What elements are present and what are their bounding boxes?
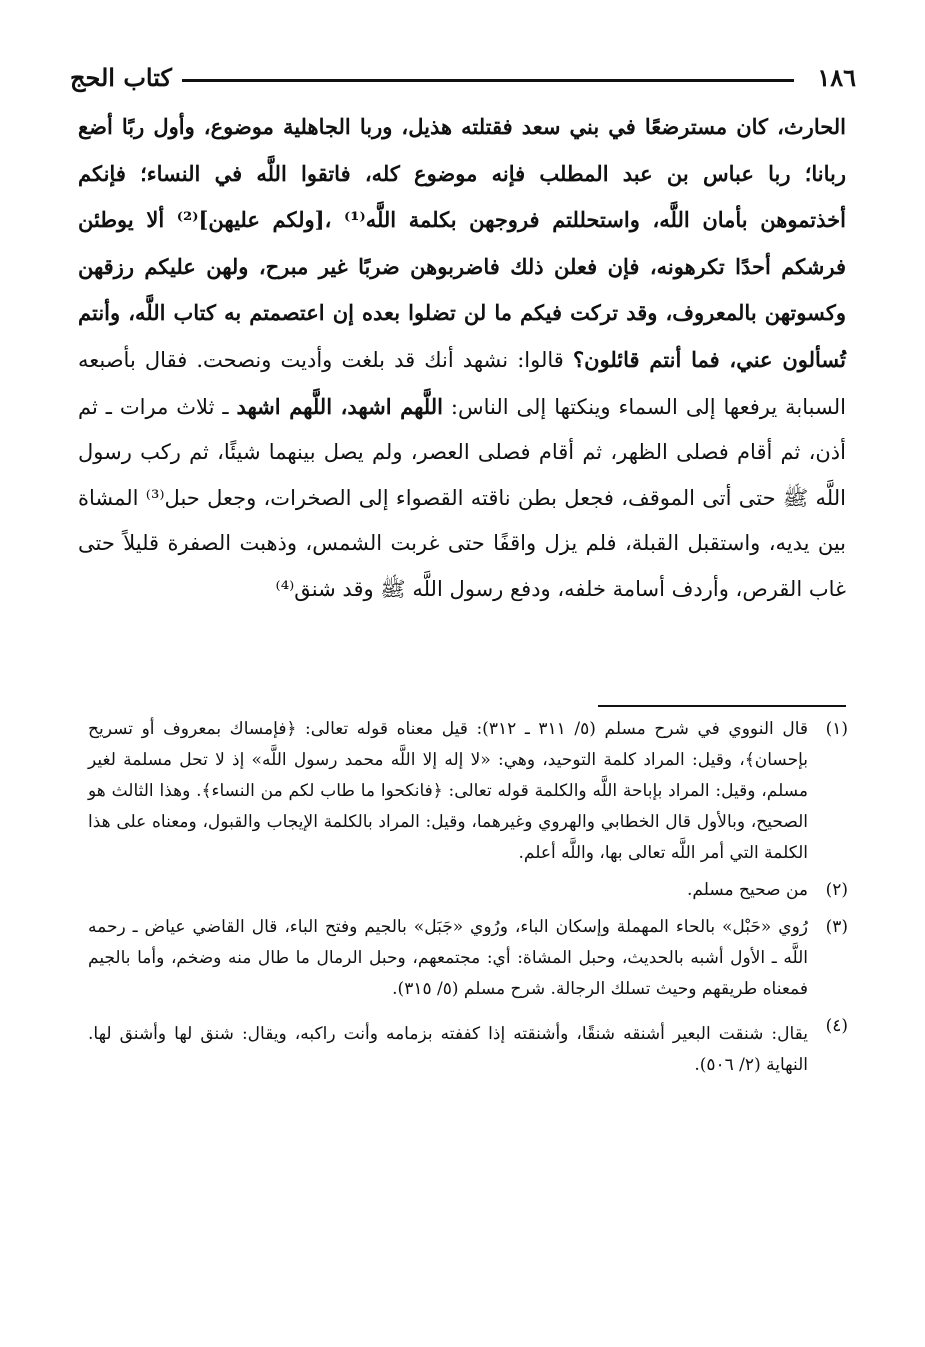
body-text: ـ ثلاث مرات ـ ثم أذن، ثم أقام فصلى الظهر، ثم أقام فصلى العصر، ولم يصل بينهما شيئًا، ثم ركب رسول اللَّه ﷺ حتى أتى الموقف، فجعل بطن ناقته القصواء إلى الصخرات، وجعل حبل⁽³⁾ المشاة بين يديه، واستقبل القبلة، فلم يزل واقفًا حتى غربت الشمس، وذهبت الصفرة قليلاً حتى غاب القرص، وأردف أسامة خلفه، ودفع رسول اللَّه ﷺ وقد شنق⁽⁴⁾ <box>78 394 846 601</box>
footnote <box>88 714 848 869</box>
page-header <box>70 64 856 100</box>
footnote-number: (١) <box>825 719 848 739</box>
footnote <box>88 875 848 906</box>
footnote-rule <box>598 705 846 707</box>
footnote <box>88 1011 848 1081</box>
footnotes <box>88 714 848 1087</box>
body-text-bold-quote: اللَّهم اشهد، اللَّهم اشهد <box>236 393 443 419</box>
body-text: قالوا: نشهد أنك قد بلغت وأديت ونصحت. فقال بأصبعه السبابة يرفعها إلى السماء وينكتها إلى الناس: <box>78 347 846 419</box>
main-text <box>78 104 846 613</box>
footnote-number: (٣) <box>825 917 848 937</box>
body-text-bold: الحارث، كان مسترضعًا في بني سعد فقتلته هذيل، وربا الجاهلية موضوع، وأول ربًا أضع ربانا؛ ربا عباس بن عبد المطلب فإنه موضوع كله، فاتقوا اللَّه في النساء؛ فإنكم أخذتموهن بأمان اللَّه، واستحللتم فروجهن بكلمة اللَّه⁽¹⁾ ،[ولكم عليهن]⁽²⁾ ألا يوطئن فرشكم أحدًا تكرهونه، فإن فعلن ذلك فاضربوهن ضربًا غير مبرح، ولهن عليكم رزقهن وكسوتهن بالمعروف، وقد تركت فيكم ما لن تضلوا بعده إن اعتصمتم به كتاب اللَّه، وأنتم تُسألون عني، فما أنتم قائلون؟ <box>78 114 846 372</box>
footnote-number: (٤) <box>825 1016 848 1036</box>
footnote-text: يقال: شنقت البعير أشنقه شنقًا، وأشنقته إذا كففته بزمامه وأنت راكبه، ويقال: شنق لها وأشنق لها. النهاية (٢/ ٥٠٦). <box>88 1024 808 1075</box>
page-number: ١٨٦ <box>817 63 856 92</box>
header-rule <box>182 79 794 82</box>
footnote-text: رُوي «حَبْل» بالحاء المهملة وإسكان الباء، ورُوي «جَبَل» بالجيم وفتح الباء، قال القاضي عياض ـ رحمه اللَّه ـ الأول أشبه بالحديث، وحبل المشاة: أي: مجتمعهم، وحبل الرمال ما طال منه وضخم، وأما بالجيم فمعناه طريقهم وحيث تسلك الرجالة. شرح مسلم (٥/ ٣١٥). <box>88 917 808 999</box>
body-paragraph <box>78 104 846 613</box>
footnote-number: (٢) <box>825 880 848 900</box>
running-title: كتاب الحج <box>70 63 172 92</box>
footnote-text: من صحيح مسلم. <box>687 880 808 900</box>
footnote-text: قال النووي في شرح مسلم (٥/ ٣١١ ـ ٣١٢): قيل معناه قوله تعالى: ﴿فإمساك بمعروف أو تسريح بإحسان﴾، وقيل: المراد كلمة التوحيد، وهي: «لا إله إلا اللَّه محمد رسول اللَّه» إذ لا تحل مسلمة لغير مسلم، وقيل: المراد بإباحة اللَّه والكلمة قوله تعالى: ﴿فانكحوا ما طاب لكم من النساء﴾. وهذا الثالث هو الصحيح، وبالأول قال الخطابي والهروي وغيرهما، وقيل: المراد بالكلمة الإيجاب والقبول، ومعناه على هذا الكلمة التي أمر اللَّه تعالى بها، واللَّه أعلم. <box>88 719 808 863</box>
footnote <box>88 912 848 1005</box>
